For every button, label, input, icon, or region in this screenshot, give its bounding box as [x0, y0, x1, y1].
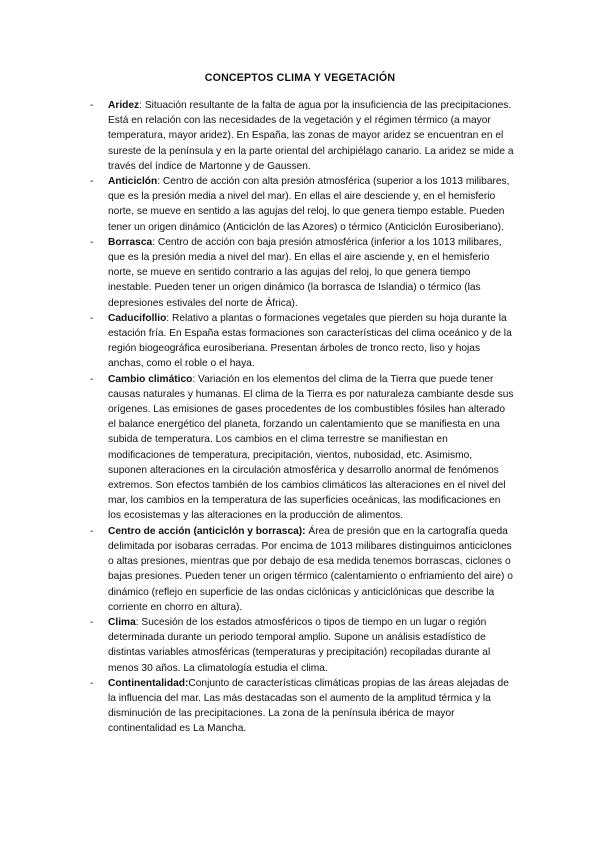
entry-separator: :	[139, 100, 145, 111]
entry-term: Aridez	[108, 100, 140, 111]
entry-separator: :	[192, 373, 199, 385]
bullet-mark: -	[90, 373, 94, 385]
page-title: CONCEPTOS CLIMA Y VEGETACIÓN	[204, 72, 396, 84]
entry-definition: Centro de acción con baja presión atmosférica (inferior a los 1013 milibares, que es la presión media a nivel del mar). En ellas el aire asciende y, en el hemisferio norte, se mueve en sentido contrario a las agujas del reloj, lo que genera tiempo inestable. Pueden tener un origen dinámico (la borrasca de Islandia) o térmico (las depresiones estivales del norte de África).	[108, 236, 502, 309]
entry-definition: Sucesión de los estados atmosféricos o tipos de tiempo en un lugar o región determinada durante un periodo temporal amplio. Supone un análisis estadístico de distintas variables atmosféricas (temperaturas y precipitación) recopiladas durante al menos 30 años. La climatología estudia el clima.	[108, 616, 491, 674]
entry-definition: Variación en los elementos del clima de la Tierra que puede tener causas naturales y humanas. El clima de la Tierra es por naturaleza cambiante desde sus orígenes. Las emisiones de gases procedentes de los combustibles fósiles han alterado el balance energético del planeta, forzando un calentamiento que se manifiesta en una subida de temperatura. Los cambios en el clima terrestre se manifiestan en modificaciones de temperatura, precipitación, vientos, nubosidad, etc. Asimismo, suponen alteraciones en la circulación atmosférica y desarrollo anormal de fenómenos extremos. Son efectos también de los cambios climáticos las alteraciones en el nivel del mar, los cambios en la temperatura de las superficies oceánicas, las modificaciones en los ecosistemas y las alteraciones en la producción de alimentos.	[108, 373, 514, 522]
glossary-entry-aridez	[90, 98, 514, 174]
glossary-entry-continentalidad	[90, 676, 514, 737]
entry-separator: :	[135, 616, 142, 628]
bullet-mark: -	[90, 525, 94, 537]
glossary-entry-caducifollio	[90, 311, 514, 372]
entry-definition: Situación resultante de la falta de agua por la insuficiencia de las precipitaciones. Está en relación con las necesidades de la vegetación y el régimen térmico (a mayor temperatura, mayor aridez). En España, las zonas de mayor aridez se encuentran en el sureste de la península y en la parte oriental del archipiélago canario. La aridez se mide a través del índice de Martonne y de Gaussen.	[108, 100, 514, 172]
glossary-entry-borrasca	[90, 235, 514, 311]
entry-term: Anticiclón	[108, 176, 158, 188]
entry-term: Centro de acción (anticiclón y borrasca):	[108, 525, 306, 537]
glossary-entry-anticiclon	[90, 174, 514, 235]
bullet-mark: -	[90, 236, 94, 248]
glossary-entry-cambio-climatico	[90, 372, 514, 524]
entry-term: Borrasca	[108, 236, 153, 248]
entry-definition: Conjunto de características climáticas propias de las áreas alejadas de la influencia del mar. Las más destacadas son el aumento de la amplitud térmica y la disminución de las precipitaciones. La zona de la península ibérica de mayor continentalidad es La Mancha.	[108, 677, 509, 735]
bullet-mark: -	[90, 176, 94, 188]
glossary-entry-centro-de-accion	[90, 524, 514, 615]
glossary-list	[90, 98, 514, 737]
bullet-mark: -	[90, 677, 94, 689]
entry-definition: Área de presión que en la cartografía queda delimitada por isobaras cerradas. Por encima de 1013 milibares distinguimos anticiclones o altas presiones, mientras que por debajo de esa medida tenemos borrascas, ciclones o bajas presiones. Pueden tener un origen térmico (calentamiento o enfriamiento del aire) o dinámico (reflejo en superficie de las ondas ciclónicas y anticiclónicas que describe la corriente en chorro en altura).	[108, 525, 513, 613]
entry-term: Caducifollio	[108, 312, 167, 324]
entry-term: Cambio climático	[108, 373, 193, 385]
bullet-mark: -	[90, 312, 94, 324]
entry-definition: Centro de acción con alta presión atmosférica (superior a los 1013 milibares, que es la presión media a nivel del mar). En ellas el aire desciende y, en el hemisferio norte, se mueve en sentido a las agujas del reloj, lo que genera tiempo estable. Pueden tener un origen dinámico (Anticiclón de las Azores) o térmico (Anticiclón Eurosiberiano).	[108, 176, 510, 233]
entry-term: Clima	[108, 616, 136, 628]
entry-term: Continentalidad:	[108, 677, 189, 689]
bullet-mark: -	[90, 100, 94, 111]
entry-separator: :	[157, 176, 163, 188]
bullet-mark: -	[90, 616, 94, 628]
entry-definition: Relativo a plantas o formaciones vegetales que pierden su hoja durante la estación fría. En España estas formaciones son características del clima oceánico y de la región biogeográfica eurosiberiana. Presentan árboles de tronco recto, liso y hojas anchas, como el roble o el haya.	[108, 312, 512, 370]
entry-separator: :	[152, 236, 158, 248]
glossary-entry-clima	[90, 615, 514, 676]
entry-separator: :	[166, 312, 172, 324]
